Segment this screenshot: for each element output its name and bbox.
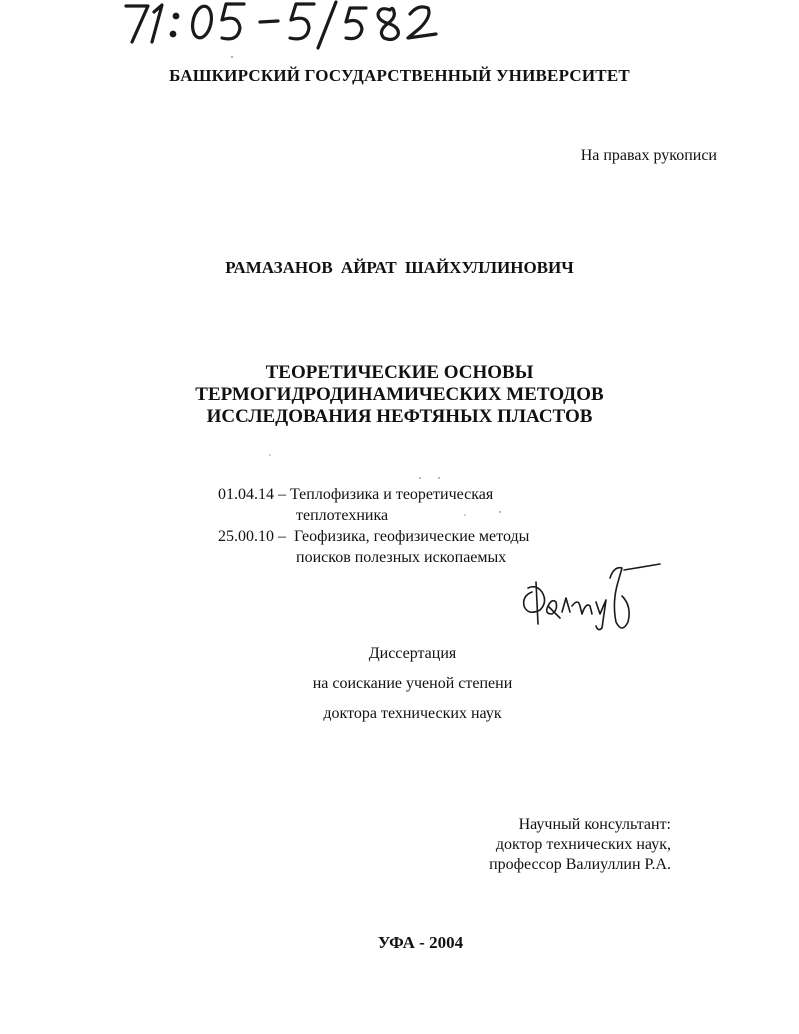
specialty-dash: – (274, 528, 294, 545)
title-line: ТЕОРЕТИЧЕСКИЕ ОСНОВЫ (265, 362, 534, 383)
consultant-label: Научный консультант: (518, 816, 671, 833)
author-signature-icon (518, 562, 663, 634)
specialty-name: Геофизика, геофизические методы (294, 528, 530, 545)
dissertation-title (0, 362, 799, 428)
dissertation-info (0, 639, 799, 729)
specialty-row (218, 484, 529, 505)
city-year: УФА - 2004 (377, 933, 464, 952)
specialty-row (218, 526, 529, 547)
university-name: БАШКИРСКИЙ ГОСУДАРСТВЕННЫЙ УНИВЕРСИТЕТ (169, 66, 630, 85)
consultant-name: профессор Валиуллин Р.А. (489, 856, 671, 873)
dissertation-degree: доктора технических наук (323, 705, 502, 722)
specialty-continuation: поисков полезных ископаемых (296, 549, 507, 566)
specialty-dash: – (274, 486, 290, 503)
title-line: ТЕРМОГИДРОДИНАМИЧЕСКИХ МЕТОДОВ (195, 384, 604, 405)
dissertation-purpose: на соискание ученой степени (312, 675, 513, 692)
scientific-consultant (466, 815, 671, 875)
manuscript-note: На правах рукописи (580, 147, 717, 164)
author-name: РАМАЗАНОВ АЙРАТ ШАЙХУЛЛИНОВИЧ (225, 258, 574, 277)
consultant-degree: доктор технических наук, (495, 836, 671, 853)
dissertation-type: Диссертация (368, 645, 457, 662)
handwritten-archive-code-icon (118, 0, 458, 52)
specialty-code: 25.00.10 (218, 528, 274, 545)
specialty-name: Теплофизика и теоретическая (290, 486, 494, 503)
specialty-continuation: теплотехника (296, 507, 389, 524)
specialties-list (218, 484, 529, 568)
specialty-code: 01.04.14 (218, 486, 274, 503)
title-line: ИССЛЕДОВАНИЯ НЕФТЯНЫХ ПЛАСТОВ (206, 406, 593, 427)
